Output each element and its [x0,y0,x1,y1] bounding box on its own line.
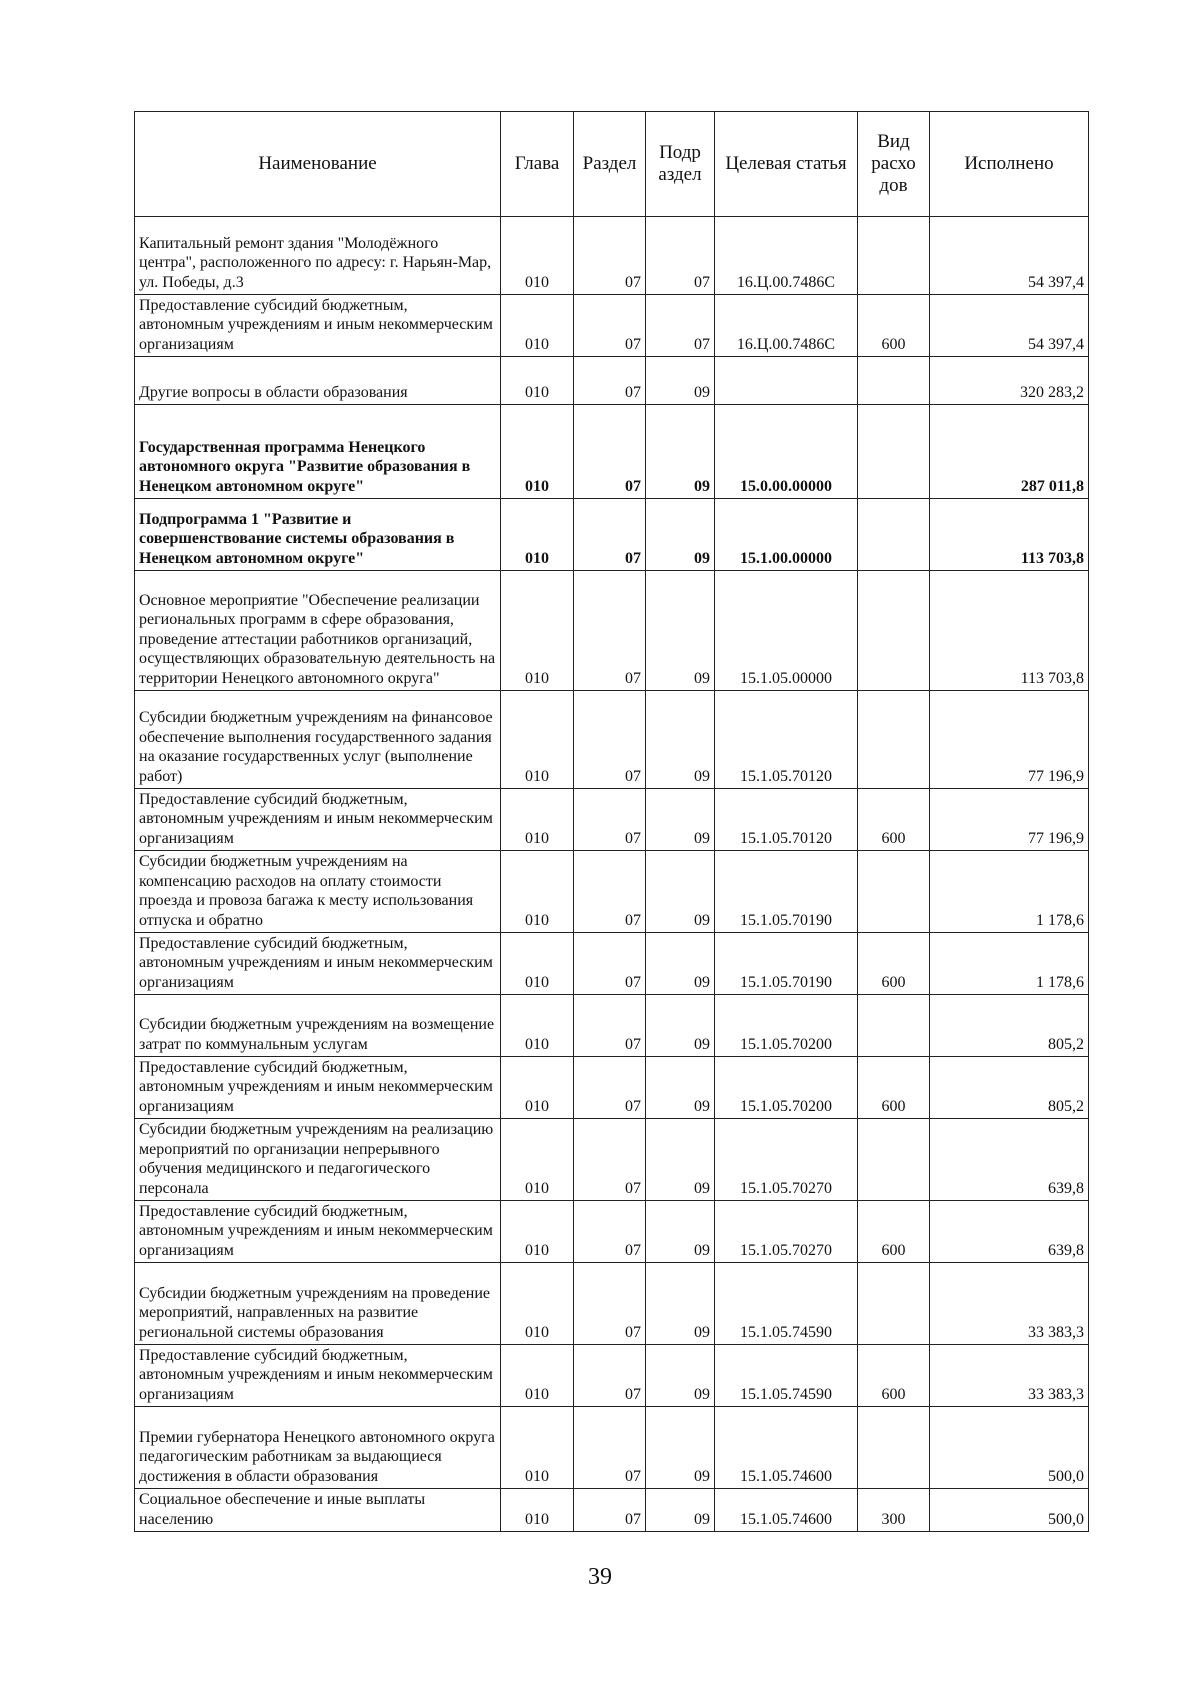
row-name: Основное мероприятие "Обеспечение реализации региональных программ в сфере образования, проведение аттестации работников организаций, осуществляющих образовательную деятельность на территории Ненецкого автономного округа" [135,571,501,691]
header-executed: Исполнено [930,112,1089,217]
row-type [858,571,930,691]
row-executed: 77 196,9 [930,789,1089,851]
row-type [858,217,930,295]
row-chapter: 010 [501,851,574,933]
row-type: 600 [858,789,930,851]
row-section: 07 [574,1263,646,1345]
table-header-row [135,112,1089,217]
row-chapter: 010 [501,1407,574,1489]
row-name: Социальное обеспечение и иные выплаты населению [135,1489,501,1532]
row-chapter: 010 [501,1119,574,1201]
row-name: Предоставление субсидий бюджетным, автономным учреждениям и иным некоммерческим организациям [135,933,501,995]
table-row [135,405,1089,499]
row-target: 15.1.05.70120 [715,691,858,789]
row-name: Подпрограмма 1 "Развитие и совершенствование системы образования в Ненецком автономном округе" [135,499,501,571]
table-row [135,1119,1089,1201]
row-target: 15.1.05.74600 [715,1407,858,1489]
row-executed: 77 196,9 [930,691,1089,789]
row-section: 07 [574,217,646,295]
row-target: 15.0.00.00000 [715,405,858,499]
table-row [135,1407,1089,1489]
row-name: Государственная программа Ненецкого автономного округа "Развитие образования в Ненецком автономном округе" [135,405,501,499]
row-target: 15.1.05.70270 [715,1119,858,1201]
row-type: 600 [858,295,930,357]
row-subsection: 09 [646,1201,715,1263]
row-section: 07 [574,995,646,1057]
budget-table [134,111,1089,1532]
row-executed: 54 397,4 [930,295,1089,357]
row-chapter: 010 [501,995,574,1057]
row-subsection: 09 [646,789,715,851]
row-executed: 320 283,2 [930,357,1089,405]
row-subsection: 09 [646,571,715,691]
row-section: 07 [574,571,646,691]
row-subsection: 09 [646,405,715,499]
row-subsection: 09 [646,1263,715,1345]
row-chapter: 010 [501,1057,574,1119]
row-chapter: 010 [501,1201,574,1263]
row-subsection: 09 [646,357,715,405]
row-chapter: 010 [501,691,574,789]
row-executed: 1 178,6 [930,933,1089,995]
table-row [135,217,1089,295]
row-subsection: 07 [646,217,715,295]
row-section: 07 [574,405,646,499]
row-subsection: 09 [646,499,715,571]
row-chapter: 010 [501,295,574,357]
row-target: 15.1.05.74590 [715,1345,858,1407]
row-subsection: 09 [646,995,715,1057]
row-subsection: 09 [646,1057,715,1119]
row-section: 07 [574,1345,646,1407]
row-target: 15.1.05.74590 [715,1263,858,1345]
row-name: Премии губернатора Ненецкого автономного округа педагогическим работникам за выдающиеся достижения в области образования [135,1407,501,1489]
row-subsection: 09 [646,851,715,933]
header-type: Вид расхо дов [858,112,930,217]
row-executed: 33 383,3 [930,1263,1089,1345]
row-section: 07 [574,357,646,405]
header-target: Целевая статья [715,112,858,217]
row-chapter: 010 [501,217,574,295]
row-chapter: 010 [501,499,574,571]
table-row [135,357,1089,405]
row-target: 15.1.05.70200 [715,1057,858,1119]
header-subsection: Подр аздел [646,112,715,217]
row-type: 600 [858,933,930,995]
page-number: 39 [588,1564,612,1590]
row-subsection: 07 [646,295,715,357]
row-subsection: 09 [646,1119,715,1201]
row-target: 15.1.05.70270 [715,1201,858,1263]
row-executed: 500,0 [930,1489,1089,1532]
table-row [135,1263,1089,1345]
row-type: 600 [858,1345,930,1407]
row-section: 07 [574,933,646,995]
table-row [135,933,1089,995]
row-target: 15.1.05.70200 [715,995,858,1057]
row-executed: 805,2 [930,1057,1089,1119]
row-target: 16.Ц.00.7486С [715,217,858,295]
row-executed: 805,2 [930,995,1089,1057]
row-executed: 639,8 [930,1119,1089,1201]
row-chapter: 010 [501,1489,574,1532]
row-type: 600 [858,1057,930,1119]
row-executed: 113 703,8 [930,571,1089,691]
row-chapter: 010 [501,405,574,499]
row-name: Предоставление субсидий бюджетным, автономным учреждениям и иным некоммерческим организациям [135,295,501,357]
row-type [858,1263,930,1345]
table-row [135,1489,1089,1532]
header-name: Наименование [135,112,501,217]
row-name: Предоставление субсидий бюджетным, автономным учреждениям и иным некоммерческим организациям [135,1057,501,1119]
table-row [135,571,1089,691]
row-target: 16.Ц.00.7486С [715,295,858,357]
row-executed: 500,0 [930,1407,1089,1489]
row-type [858,405,930,499]
row-chapter: 010 [501,1345,574,1407]
row-name: Предоставление субсидий бюджетным, автономным учреждениям и иным некоммерческим организациям [135,1345,501,1407]
row-executed: 54 397,4 [930,217,1089,295]
table-row [135,789,1089,851]
row-executed: 33 383,3 [930,1345,1089,1407]
row-executed: 113 703,8 [930,499,1089,571]
table-row [135,851,1089,933]
row-chapter: 010 [501,933,574,995]
row-name: Предоставление субсидий бюджетным, автономным учреждениям и иным некоммерческим организациям [135,789,501,851]
row-target: 15.1.05.70120 [715,789,858,851]
row-type [858,1119,930,1201]
table-row [135,295,1089,357]
row-name: Субсидии бюджетным учреждениям на реализацию мероприятий по организации непрерывного обучения медицинского и педагогического персонала [135,1119,501,1201]
row-executed: 1 178,6 [930,851,1089,933]
row-chapter: 010 [501,1263,574,1345]
row-executed: 639,8 [930,1201,1089,1263]
row-type: 600 [858,1201,930,1263]
row-section: 07 [574,851,646,933]
row-type [858,851,930,933]
row-name: Субсидии бюджетным учреждениям на возмещение затрат по коммунальным услугам [135,995,501,1057]
row-target [715,357,858,405]
row-section: 07 [574,1201,646,1263]
row-subsection: 09 [646,691,715,789]
row-chapter: 010 [501,357,574,405]
row-name: Субсидии бюджетным учреждениям на компенсацию расходов на оплату стоимости проезда и провоза багажа к месту использования отпуска и обратно [135,851,501,933]
row-section: 07 [574,789,646,851]
table-row [135,1057,1089,1119]
row-name: Субсидии бюджетным учреждениям на проведение мероприятий, направленных на развитие региональной системы образования [135,1263,501,1345]
row-type [858,995,930,1057]
row-target: 15.1.05.70190 [715,851,858,933]
header-section: Раздел [574,112,646,217]
row-section: 07 [574,1057,646,1119]
row-subsection: 09 [646,1407,715,1489]
row-type [858,1407,930,1489]
row-section: 07 [574,691,646,789]
row-type: 300 [858,1489,930,1532]
table-row [135,995,1089,1057]
row-subsection: 09 [646,933,715,995]
row-target: 15.1.00.00000 [715,499,858,571]
table-row [135,499,1089,571]
row-name: Капитальный ремонт здания "Молодёжного центра", расположенного по адресу: г. Нарьян-Мар, ул. Победы, д.3 [135,217,501,295]
row-type [858,691,930,789]
row-target: 15.1.05.00000 [715,571,858,691]
row-section: 07 [574,1119,646,1201]
row-subsection: 09 [646,1489,715,1532]
row-type [858,357,930,405]
table-row [135,1201,1089,1263]
row-section: 07 [574,295,646,357]
row-type [858,499,930,571]
row-name: Другие вопросы в области образования [135,357,501,405]
row-chapter: 010 [501,571,574,691]
table-row [135,691,1089,789]
row-section: 07 [574,1407,646,1489]
row-section: 07 [574,1489,646,1532]
row-chapter: 010 [501,789,574,851]
row-name: Предоставление субсидий бюджетным, автономным учреждениям и иным некоммерческим организациям [135,1201,501,1263]
row-executed: 287 011,8 [930,405,1089,499]
row-section: 07 [574,499,646,571]
row-name: Субсидии бюджетным учреждениям на финансовое обеспечение выполнения государственного задания на оказание государственных услуг (выполнение работ) [135,691,501,789]
row-target: 15.1.05.74600 [715,1489,858,1532]
table-row [135,1345,1089,1407]
row-subsection: 09 [646,1345,715,1407]
row-target: 15.1.05.70190 [715,933,858,995]
header-chapter: Глава [501,112,574,217]
